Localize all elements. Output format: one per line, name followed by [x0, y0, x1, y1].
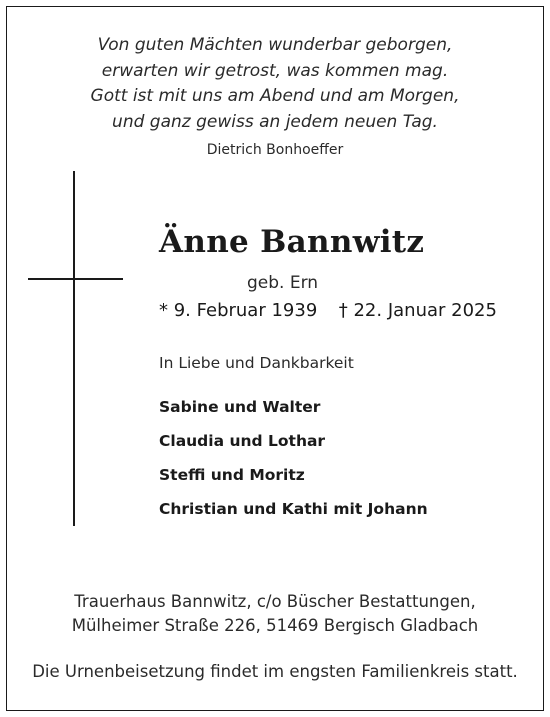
birth-date: 9. Februar 1939	[173, 300, 318, 321]
birth-name: geb. Ern	[247, 273, 319, 293]
cross-horizontal-bar	[28, 278, 123, 280]
address-line: Trauerhaus Bannwitz, c/o Büscher Bestattungen,	[74, 592, 476, 611]
death-symbol: †	[338, 300, 348, 321]
cross-vertical-bar	[73, 171, 75, 526]
mourning-house-address	[0, 590, 550, 638]
birth-symbol: *	[159, 300, 168, 321]
mourner-name: Claudia und Lothar	[159, 432, 326, 450]
mourners-intro: In Liebe und Dankbarkeit	[159, 354, 354, 372]
mourner-name: Steffi und Moritz	[159, 466, 305, 484]
deceased-name: Änne Bannwitz	[159, 224, 425, 260]
poem-line: Gott ist mit uns am Abend und am Morgen,	[90, 86, 460, 106]
poem-author: Dietrich Bonhoeffer	[206, 142, 344, 158]
poem-line: erwarten wir getrost, was kommen mag.	[101, 60, 449, 81]
life-dates	[159, 300, 497, 321]
mourners-list	[159, 390, 428, 526]
poem	[0, 33, 550, 135]
burial-notice: Die Urnenbeisetzung findet im engsten Familienkreis statt.	[32, 662, 518, 681]
address-line: Mülheimer Straße 226, 51469 Bergisch Gladbach	[71, 616, 479, 635]
death-date: 22. Januar 2025	[353, 300, 497, 321]
mourner-name: Sabine und Walter	[159, 398, 321, 416]
poem-line: Von guten Mächten wunderbar geborgen,	[97, 35, 453, 55]
poem-line: und ganz gewiss an jedem neuen Tag.	[112, 111, 438, 132]
mourner-name: Christian und Kathi mit Johann	[159, 500, 428, 518]
